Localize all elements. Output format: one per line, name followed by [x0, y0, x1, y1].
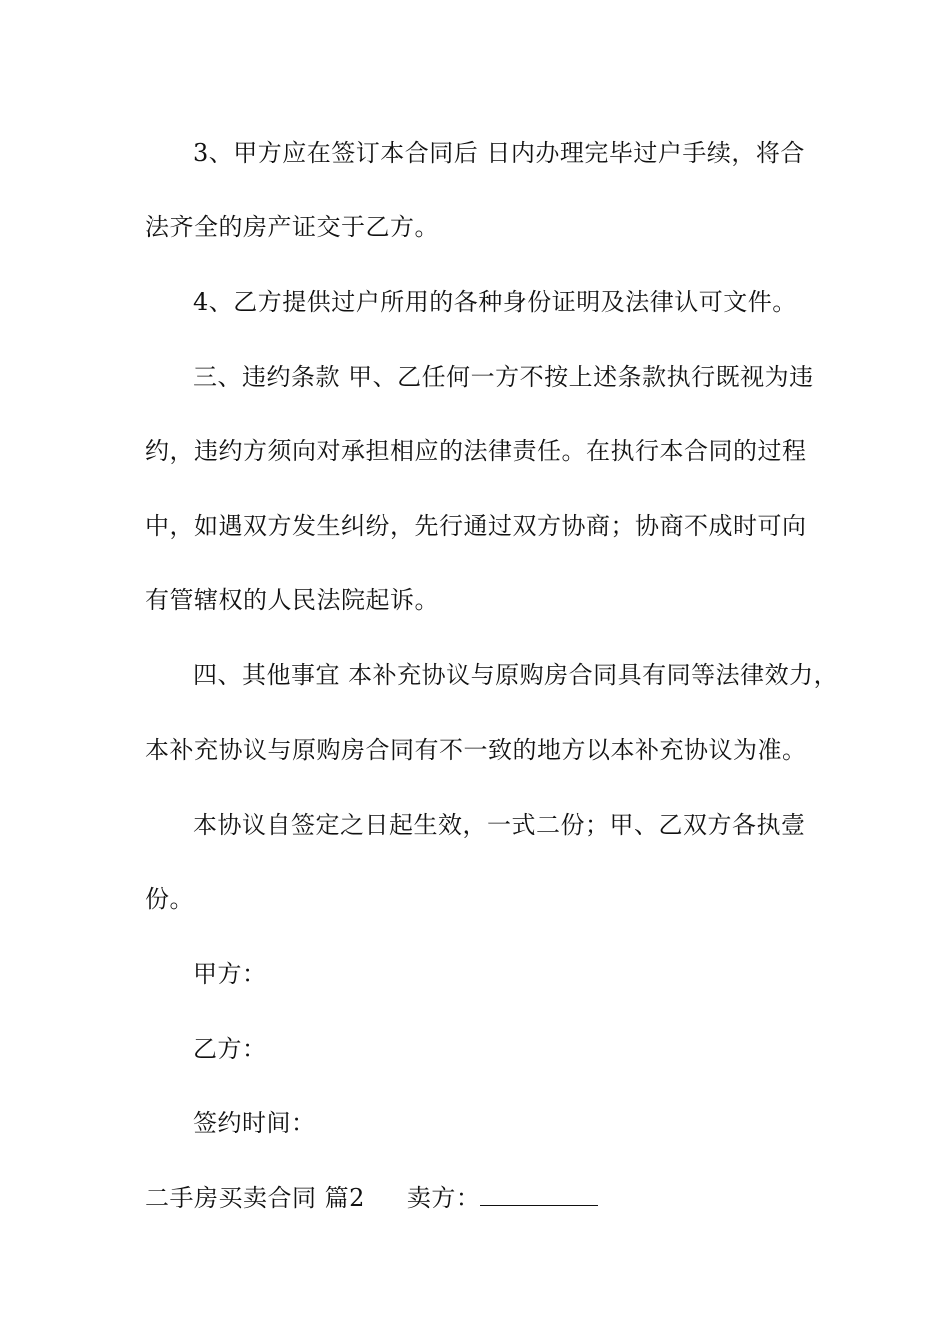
section-3-line-3: 中，如遇双方发生纠纷，先行通过双方协商；协商不成时可向 — [145, 512, 807, 540]
party-a-label: 甲方： — [193, 960, 267, 988]
seller-label: 卖方： — [406, 1184, 481, 1212]
effect-line-2: 份。 — [145, 885, 194, 913]
clause-3-line-1: 3、甲方应在签订本合同后 日内办理完毕过户手续，将合 — [193, 139, 805, 167]
clause-4-line-1: 4、乙方提供过户所用的各种身份证明及法律认可文件。 — [193, 288, 797, 316]
clause-3-line-2: 法齐全的房产证交于乙方。 — [145, 213, 439, 241]
next-section-heading — [145, 1183, 598, 1213]
section-3-line-4: 有管辖权的人民法院起诉。 — [145, 586, 439, 614]
section-4-line-1: 四、其他事宜 本补充协议与原购房合同具有同等法律效力， — [193, 661, 839, 689]
effect-line-1: 本协议自签定之日起生效，一式二份；甲、乙双方各执壹 — [193, 811, 806, 839]
next-section-title: 二手房买卖合同 篇2 — [145, 1184, 365, 1212]
section-3-line-2: 约，违约方须向对承担相应的法律责任。在执行本合同的过程 — [145, 437, 807, 465]
section-3-line-1: 三、违约条款 甲、乙任何一方不按上述条款执行既视为违 — [193, 363, 814, 391]
seller-blank-line — [480, 1183, 598, 1206]
sign-time-label: 签约时间： — [193, 1109, 316, 1137]
section-4-line-2: 本补充协议与原购房合同有不一致的地方以本补充协议为准。 — [145, 736, 807, 764]
party-b-label: 乙方： — [193, 1035, 267, 1063]
